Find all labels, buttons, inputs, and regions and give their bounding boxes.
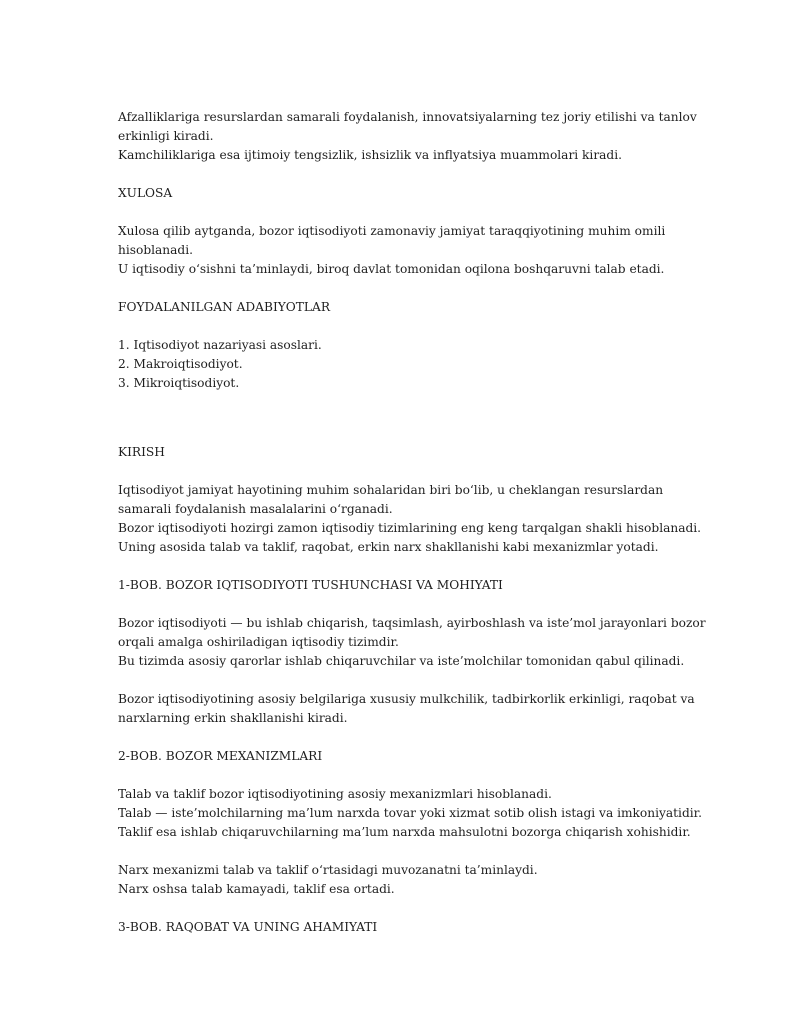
text-line: Bu tizimda asosiy qarorlar ishlab chiqaruvchilar va iste’molchilar tomonidan qabul qilinadi. xyxy=(118,654,685,668)
text-line: U iqtisodiy o‘sishni ta’minlaydi, biroq davlat tomonidan oqilona boshqaruvni talab etadi. xyxy=(118,262,665,276)
heading-references: FOYDALANILGAN ADABIYOTLAR xyxy=(118,300,330,314)
text-line: Narx oshsa talab kamayadi, taklif esa ortadi. xyxy=(118,882,395,896)
text-line: Talab — iste’molchilarning ma’lum narxda tovar yoki xizmat sotib olish istagi va imkoniyatidir. xyxy=(118,806,703,820)
text-line: orqali amalga oshiriladigan iqtisodiy tizimdir. xyxy=(118,635,399,649)
text-line: narxlarning erkin shakllanishi kiradi. xyxy=(118,711,348,725)
references-list xyxy=(118,336,698,393)
text-line: Afzalliklariga resurslardan samarali foydalanish, innovatsiyalarning tez joriy etilishi va tanlov xyxy=(118,110,697,124)
paragraph-price-mechanism xyxy=(118,861,698,899)
heading-kirish: KIRISH xyxy=(118,445,165,459)
paragraph-advantages xyxy=(118,108,698,165)
text-line: Bozor iqtisodiyotining asosiy belgilariga xususiy mulkchilik, tadbirkorlik erkinligi, raqobat va xyxy=(118,692,695,706)
text-line: Kamchiliklariga esa ijtimoiy tengsizlik, ishsizlik va inflyatsiya muammolari kiradi. xyxy=(118,148,622,162)
text-line: samarali foydalanish masalalarini o‘rganadi. xyxy=(118,502,393,516)
text-line: Narx mexanizmi talab va taklif o‘rtasidagi muvozanatni ta’minlaydi. xyxy=(118,863,538,877)
heading-chapter-2: 2-BOB. BOZOR MEXANIZMLARI xyxy=(118,749,323,763)
text-line: Bozor iqtisodiyoti — bu ishlab chiqarish, taqsimlash, ayirboshlash va iste’mol jarayonlari bozor xyxy=(118,616,706,630)
paragraph-definition xyxy=(118,614,706,671)
text-line: Xulosa qilib aytganda, bozor iqtisodiyoti zamonaviy jamiyat taraqqiyotining muhim omili xyxy=(118,224,666,238)
text-line: Talab va taklif bozor iqtisodiyotining asosiy mexanizmlari hisoblanadi. xyxy=(118,787,552,801)
text-line: Uning asosida talab va taklif, raqobat, erkin narx shakllanishi kabi mexanizmlar yotadi. xyxy=(118,540,659,554)
paragraph-features xyxy=(118,690,698,728)
reference-item: 1. Iqtisodiyot nazariyasi asoslari. xyxy=(118,338,322,352)
heading-chapter-3: 3-BOB. RAQOBAT VA UNING AHAMIYATI xyxy=(118,920,378,934)
paragraph-supply-demand xyxy=(118,785,703,842)
paragraph-introduction xyxy=(118,481,702,557)
text-line: erkinligi kiradi. xyxy=(118,129,214,143)
text-line: Iqtisodiyot jamiyat hayotining muhim sohalaridan biri bo‘lib, u cheklangan resurslardan xyxy=(118,483,664,497)
paragraph-conclusion xyxy=(118,222,698,279)
reference-item: 3. Mikroiqtisodiyot. xyxy=(118,376,240,390)
text-line: Taklif esa ishlab chiqaruvchilarning ma’lum narxda mahsulotni bozorga chiqarish xohishidir. xyxy=(118,825,691,839)
text-line: Bozor iqtisodiyoti hozirgi zamon iqtisodiy tizimlarining eng keng tarqalgan shakli hisoblanadi. xyxy=(118,521,702,535)
text-line: hisoblanadi. xyxy=(118,243,193,257)
reference-item: 2. Makroiqtisodiyot. xyxy=(118,357,243,371)
heading-xulosa: XULOSA xyxy=(118,186,173,200)
document-page xyxy=(118,108,706,937)
heading-chapter-1: 1-BOB. BOZOR IQTISODIYOTI TUSHUNCHASI VA MOHIYATI xyxy=(118,578,503,592)
